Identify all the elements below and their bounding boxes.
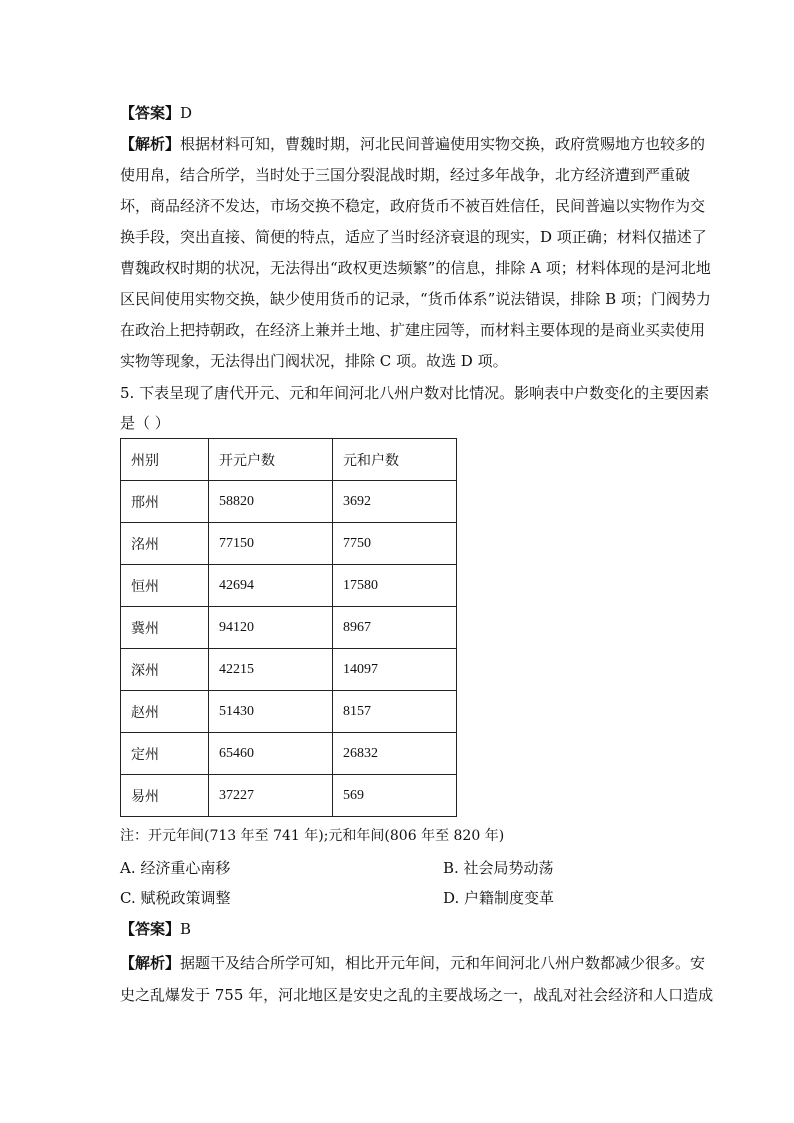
prefecture-cell: 洺州 (121, 523, 209, 565)
table-row (121, 481, 457, 523)
header-cell: 州别 (121, 439, 209, 481)
prefecture-cell: 冀州 (121, 607, 209, 649)
prev-analysis-line-4: 换手段，突出直接、简便的特点，适应了当时经济衰退的现实，D 项正确；材料仅描述了 (120, 228, 707, 246)
table-note: 注：开元年间(713 年至 741 年);元和年间(806 年至 820 年) (120, 828, 505, 844)
option-b: B. 社会局势动荡 (443, 859, 554, 877)
prev-analysis-line-2: 使用帛，结合所学，当时处于三国分裂混战时期，经过多年战争，北方经济遭到严重破 (120, 166, 691, 184)
table-header-row (121, 439, 457, 481)
prev-analysis-line-6: 区民间使用实物交换，缺少使用货币的记录，“货币体系”说法错误，排除 B 项；门阀势力 (120, 290, 711, 308)
table-row (121, 565, 457, 607)
question-stem-line-1: 5. 下表呈现了唐代开元、元和年间河北八州户数对比情况。影响表中户数变化的主要因素 (120, 384, 710, 402)
prev-answer-value: D (180, 104, 193, 122)
option-c: C. 赋税政策调整 (120, 889, 231, 907)
table-row (121, 607, 457, 649)
prefecture-cell: 定州 (121, 733, 209, 775)
answer-value: B (180, 920, 192, 938)
table-row (121, 523, 457, 565)
prev-analysis-line-8: 实物等现象，无法得出门阀状况，排除 C 项。故选 D 项。 (120, 352, 508, 370)
prefecture-cell: 赵州 (121, 691, 209, 733)
kaiyuan-count-cell: 58820 (209, 481, 333, 523)
prev-analysis-line-3: 坏，商品经济不发达，市场交换不稳定，政府货币不被百姓信任，民间普遍以实物作为交 (120, 197, 706, 215)
yuanhe-count-cell: 7750 (333, 523, 457, 565)
option-a: A. 经济重心南移 (120, 859, 231, 877)
analysis-line-1 (120, 953, 705, 973)
yuanhe-count-cell: 8967 (333, 607, 457, 649)
prev-analysis-line-1 (120, 134, 705, 154)
yuanhe-count-cell: 569 (333, 775, 457, 817)
prev-analysis-tag: 【解析】 (120, 135, 181, 153)
household-table (120, 438, 457, 817)
prev-analysis-line-7: 在政治上把持朝政，在经济上兼并土地、扩建庄园等，而材料主要体现的是商业买卖使用 (120, 321, 706, 339)
prefecture-cell: 恒州 (121, 565, 209, 607)
kaiyuan-count-cell: 51430 (209, 691, 333, 733)
prefecture-cell: 易州 (121, 775, 209, 817)
kaiyuan-count-cell: 42694 (209, 565, 333, 607)
kaiyuan-count-cell: 65460 (209, 733, 333, 775)
yuanhe-count-cell: 3692 (333, 481, 457, 523)
prefecture-cell: 深州 (121, 649, 209, 691)
table-row (121, 733, 457, 775)
kaiyuan-count-cell: 77150 (209, 523, 333, 565)
prev-answer-line (120, 103, 192, 123)
yuanhe-count-cell: 14097 (333, 649, 457, 691)
analysis-tag: 【解析】 (120, 954, 181, 972)
yuanhe-count-cell: 17580 (333, 565, 457, 607)
prefecture-cell: 邢州 (121, 481, 209, 523)
kaiyuan-count-cell: 37227 (209, 775, 333, 817)
prev-answer-tag: 【答案】 (120, 104, 181, 122)
header-cell: 开元户数 (209, 439, 333, 481)
prev-analysis-line-5: 曹魏政权时期的状况，无法得出“政权更迭频繁”的信息，排除 A 项；材料体现的是河北地 (120, 259, 711, 277)
analysis-text: 据题干及结合所学可知，相比开元年间，元和年间河北八州户数都减少很多。安 (180, 954, 706, 972)
question-stem-line-2: 是（ ） (120, 414, 170, 432)
answer-line (120, 919, 191, 939)
option-d: D. 户籍制度变革 (443, 889, 555, 907)
prev-analysis-text: 根据材料可知，曹魏时期，河北民间普遍使用实物交换，政府赏赐地方也较多的 (180, 135, 706, 153)
yuanhe-count-cell: 8157 (333, 691, 457, 733)
kaiyuan-count-cell: 94120 (209, 607, 333, 649)
answer-tag: 【答案】 (120, 920, 181, 938)
table-row (121, 649, 457, 691)
analysis-line-2: 史之乱爆发于 755 年，河北地区是安史之乱的主要战场之一，战乱对社会经济和人口造成 (120, 986, 714, 1004)
table-row (121, 775, 457, 817)
yuanhe-count-cell: 26832 (333, 733, 457, 775)
kaiyuan-count-cell: 42215 (209, 649, 333, 691)
table-row (121, 691, 457, 733)
header-cell: 元和户数 (333, 439, 457, 481)
